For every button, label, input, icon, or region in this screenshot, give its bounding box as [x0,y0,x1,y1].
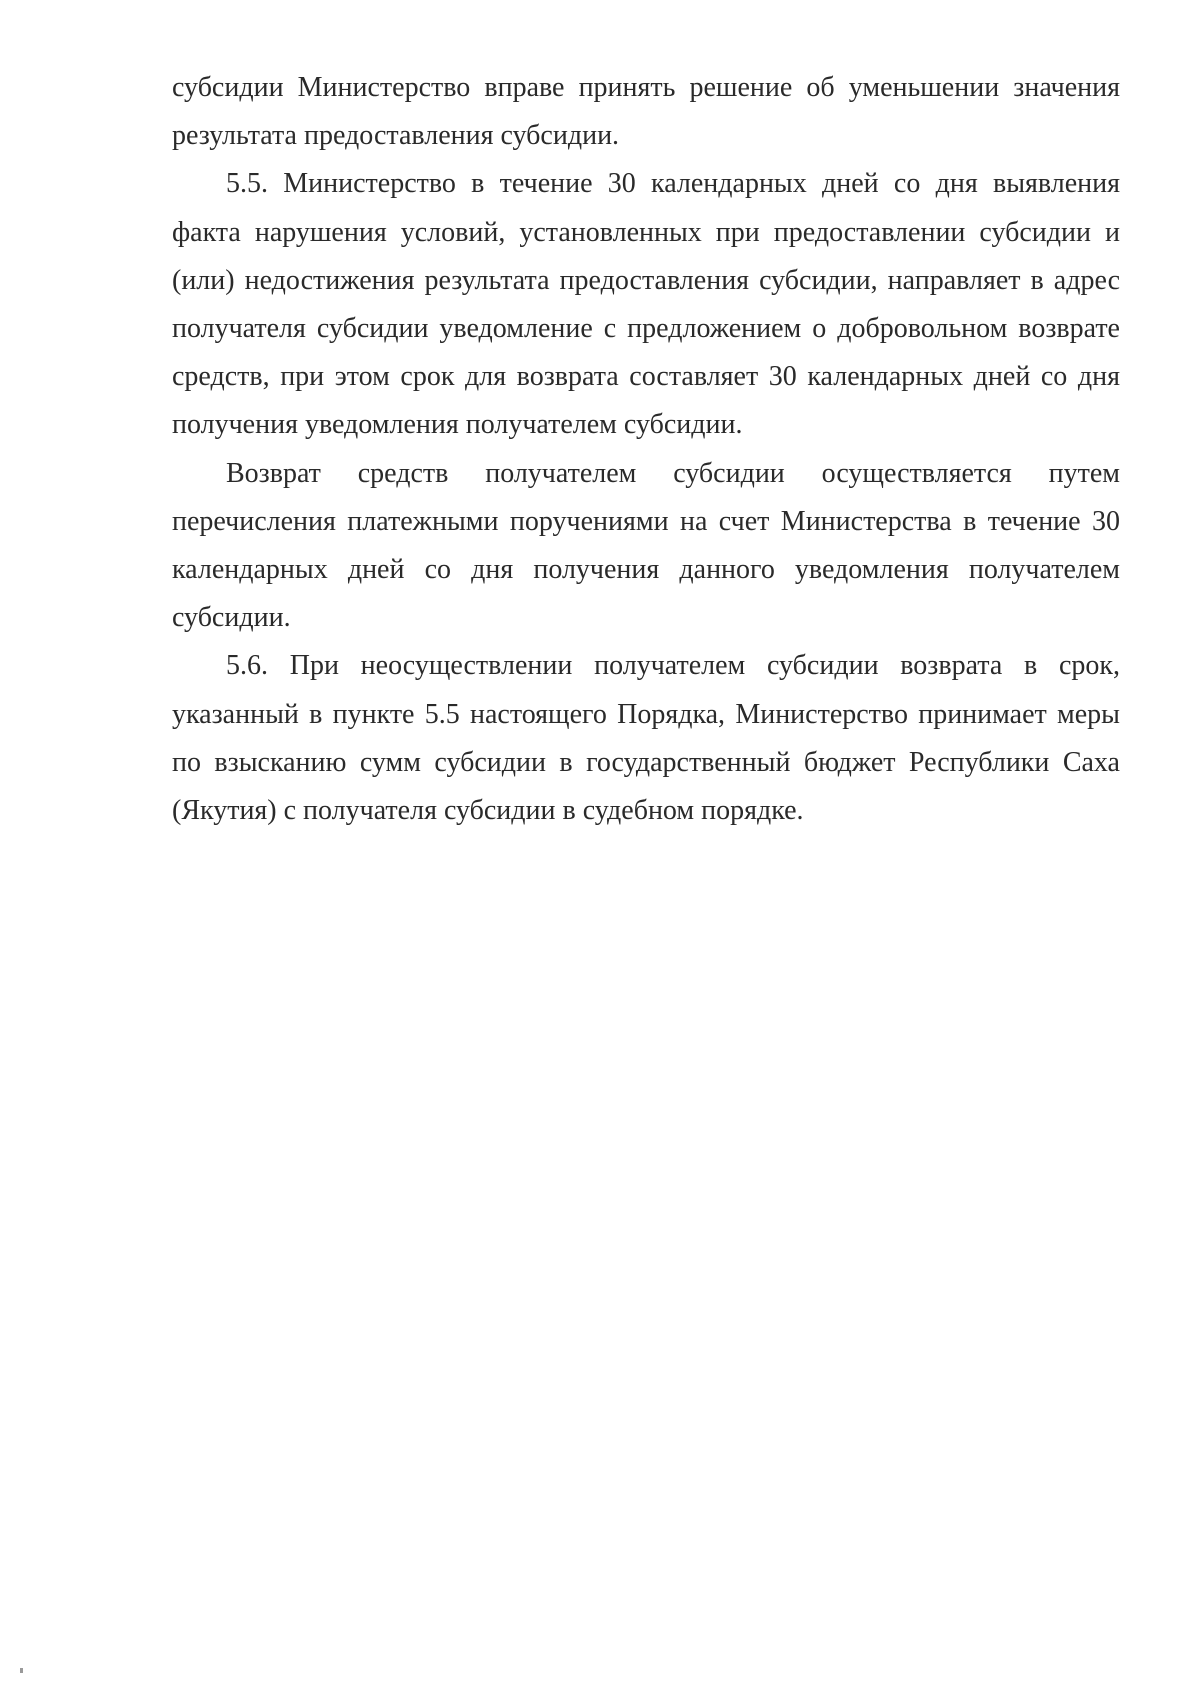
paragraph-subsidy-reduction: субсидии Министерство вправе принять решение об уменьшении значения результата предоставления субсидии. [172,72,1120,152]
paragraph-clause-5-6: 5.6. При неосуществлении получателем субсидии возврата в срок, указанный в пункте 5.5 настоящего Порядка, Министерство принимает меры по взысканию сумм субсидии в государственный бюджет Республики Саха (Якутия) с получателя субсидии в судебном порядке. [172,650,1120,827]
scan-artifact [20,1668,23,1673]
paragraph-refund-procedure: Возврат средств получателем субсидии осуществляется путем перечисления платежными поручениями на счет Министерства в течение 30 календарных дней со дня получения данного уведомления получателем субсидии. [172,457,1120,634]
paragraph-clause-5-5: 5.5. Министерство в течение 30 календарных дней со дня выявления факта нарушения условий, установленных при предоставлении субсидии и (или) недостижения результата предоставления субсидии, направляет в адрес получателя субсидии уведомление с предложением о добровольном возврате средств, при этом срок для возврата составляет 30 календарных дней со дня получения уведомления получателем субсидии. [172,168,1120,441]
document-body [172,64,1120,835]
